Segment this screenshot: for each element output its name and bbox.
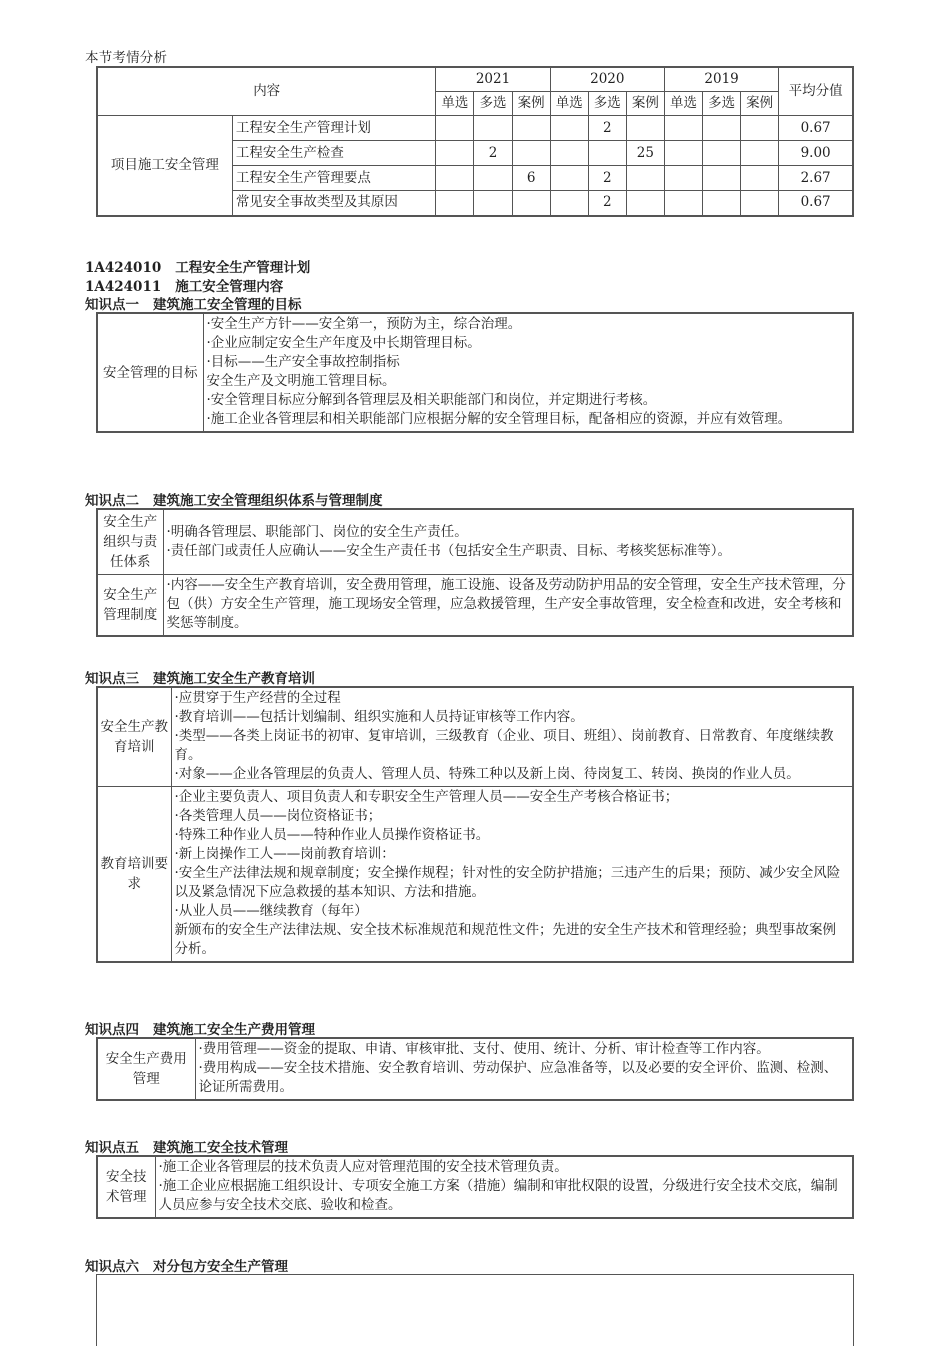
- section-heading-2: [85, 275, 283, 295]
- content-line: ·安全生产法律法规和规章制度；安全操作规程；针对性的安全防护措施；三违产生的后果；预防、减少安全风险以及紧急情况下应急救援的基本知识、方法和措施。: [174, 865, 841, 900]
- subheader-multi: 多选: [474, 92, 512, 116]
- year-header: 2021: [436, 67, 550, 92]
- section-heading-1: [85, 256, 310, 276]
- year-header: 2020: [550, 67, 664, 92]
- kp1-table: [96, 312, 854, 433]
- content-line: ·内容——安全生产教育培训，安全费用管理，施工设施、设备及劳动防护用品的安全管理，安全生产技术管理，分包（供）方安全生产管理，施工现场安全管理，应急救援管理，生产安全事故管理，安全检查和改进，安全考核和奖惩等制度。: [166, 577, 846, 631]
- kp-row-label: 安全生产管理制度: [97, 575, 163, 637]
- value-cell: [741, 141, 779, 166]
- kp-row-content: [163, 509, 853, 575]
- kp-title: 建筑施工安全技术管理: [153, 1140, 288, 1156]
- kp4-heading: [85, 1018, 315, 1038]
- content-line: ·施工企业应根据施工组织设计、专项安全施工方案（措施）编制和审批权限的设置，分级进行安全技术交底，编制人员应参与安全技术交底、验收和检查。: [158, 1178, 838, 1213]
- value-cell: [474, 191, 512, 216]
- value-cell: 6: [512, 166, 550, 191]
- value-cell: [664, 141, 702, 166]
- kp6-table-frame: [96, 1274, 854, 1346]
- value-cell: 2: [474, 141, 512, 166]
- kp1-heading: [85, 293, 302, 313]
- value-cell: [512, 141, 550, 166]
- content-line: ·安全管理目标应分解到各管理层及相关职能部门和岗位，并定期进行考核。: [206, 392, 657, 408]
- section-code: 1A424011: [85, 279, 162, 295]
- content-line: ·教育培训——包括计划编制、组织实施和人员持证审核等工作内容。: [174, 709, 584, 725]
- kp3-heading: [85, 667, 315, 687]
- kp-number: 知识点五: [85, 1140, 139, 1156]
- value-cell: [626, 191, 664, 216]
- content-line: 安全生产及文明施工管理目标。: [206, 373, 396, 389]
- kp3-table: [96, 686, 854, 963]
- kp2-table: [96, 508, 854, 637]
- kp-title: 建筑施工安全管理组织体系与管理制度: [153, 493, 383, 509]
- topic-cell: 工程安全生产检查: [232, 141, 436, 166]
- section-code: 1A424010: [85, 260, 162, 276]
- table-row: [97, 116, 853, 141]
- kp5-table: [96, 1155, 854, 1219]
- value-cell: [474, 166, 512, 191]
- kp-row-content: [171, 787, 853, 963]
- section-title: 施工安全管理内容: [175, 279, 284, 295]
- kp-row-content: [155, 1156, 853, 1218]
- section-title: 工程安全生产管理计划: [175, 260, 311, 276]
- value-cell: 2: [588, 191, 626, 216]
- content-line: ·对象——企业各管理层的负责人、管理人员、特殊工种以及新上岗、待岗复工、转岗、换岗的作业人员。: [174, 766, 800, 782]
- kp-title: 建筑施工安全管理的目标: [153, 297, 302, 313]
- kp-row-label: 安全管理的目标: [97, 313, 203, 432]
- value-cell: [512, 116, 550, 141]
- topic-cell: 工程安全生产管理要点: [232, 166, 436, 191]
- value-cell: [664, 191, 702, 216]
- kp-row: [97, 687, 853, 787]
- value-cell: [703, 191, 741, 216]
- kp-row: [97, 787, 853, 963]
- value-cell: [626, 166, 664, 191]
- subheader-single: 单选: [550, 92, 588, 116]
- value-cell: [664, 116, 702, 141]
- kp2-heading: [85, 489, 383, 509]
- content-line: ·特殊工种作业人员——特种作业人员操作资格证书。: [174, 827, 490, 843]
- value-cell: 25: [626, 141, 664, 166]
- kp-title: 建筑施工安全生产教育培训: [153, 671, 315, 687]
- content-line: ·企业应制定安全生产年度及中长期管理目标。: [206, 335, 481, 351]
- value-cell: [664, 166, 702, 191]
- value-cell: [550, 141, 588, 166]
- kp-title: 建筑施工安全生产费用管理: [153, 1022, 315, 1038]
- kp-number: 知识点四: [85, 1022, 139, 1038]
- avg-cell: 0.67: [779, 191, 853, 216]
- kp-row-label: 安全生产组织与责任体系: [97, 509, 163, 575]
- kp-title: 对分包方安全生产管理: [153, 1259, 288, 1275]
- content-line: ·费用构成——安全技术措施、安全教育培训、劳动保护、应急准备等，以及必要的安全评价、监测、检测、论证所需费用。: [198, 1060, 838, 1095]
- header-content: 内容: [97, 67, 436, 116]
- value-cell: [436, 116, 474, 141]
- header-avg: 平均分值: [779, 67, 853, 116]
- content-line: ·施工企业各管理层和相关职能部门应根据分解的安全管理目标，配备相应的资源，并应有效管理。: [206, 411, 792, 427]
- subheader-single: 单选: [664, 92, 702, 116]
- subheader-case: 案例: [626, 92, 664, 116]
- content-line: ·从业人员——继续教育（每年）: [174, 903, 368, 919]
- content-line: ·类型——各类上岗证书的初审、复审培训，三级教育（企业、项目、班组）、岗前教育、日常教育、年度继续教育。: [174, 728, 834, 763]
- kp-row: [97, 509, 853, 575]
- content-line: ·责任部门或责任人应确认——安全生产责任书（包括安全生产职责、目标、考核奖惩标准等）。: [166, 542, 732, 559]
- exam-stats-table: [96, 66, 854, 217]
- value-cell: [703, 141, 741, 166]
- kp-number: 知识点三: [85, 671, 139, 687]
- kp-row-label: 安全技术管理: [97, 1156, 155, 1218]
- topic-cell: 工程安全生产管理计划: [232, 116, 436, 141]
- kp-row-label: 安全生产教育培训: [97, 687, 171, 787]
- content-line: ·新上岗操作工人——岗前教育培训：: [174, 846, 395, 862]
- value-cell: [550, 191, 588, 216]
- avg-cell: 9.00: [779, 141, 853, 166]
- kp-row-content: [195, 1038, 853, 1100]
- value-cell: [474, 116, 512, 141]
- content-line: ·安全生产方针——安全第一，预防为主，综合治理。: [206, 316, 522, 332]
- kp-number: 知识点一: [85, 297, 139, 313]
- subheader-case: 案例: [741, 92, 779, 116]
- subheader-single: 单选: [436, 92, 474, 116]
- subheader-multi: 多选: [703, 92, 741, 116]
- content-line: ·企业主要负责人、项目负责人和专职安全生产管理人员——安全生产考核合格证书；: [174, 789, 679, 805]
- content-line: ·各类管理人员——岗位资格证书；: [174, 808, 382, 824]
- value-cell: [703, 166, 741, 191]
- value-cell: [703, 116, 741, 141]
- value-cell: [436, 166, 474, 191]
- avg-cell: 2.67: [779, 166, 853, 191]
- analysis-caption: 本节考情分析: [85, 50, 168, 66]
- year-header: 2019: [664, 67, 778, 92]
- value-cell: [588, 141, 626, 166]
- kp-row-label: 安全生产费用管理: [97, 1038, 195, 1100]
- value-cell: [512, 191, 550, 216]
- value-cell: 2: [588, 116, 626, 141]
- value-cell: [550, 166, 588, 191]
- kp-row-label: 教育培训要求: [97, 787, 171, 963]
- kp-row: [97, 575, 853, 637]
- content-line: ·施工企业各管理层的技术负责人应对管理范围的安全技术管理负责。: [158, 1159, 568, 1175]
- value-cell: [436, 191, 474, 216]
- topic-cell: 常见安全事故类型及其原因: [232, 191, 436, 216]
- avg-cell: 0.67: [779, 116, 853, 141]
- value-cell: 2: [588, 166, 626, 191]
- value-cell: [436, 141, 474, 166]
- kp-row-content: [203, 313, 853, 432]
- value-cell: [741, 191, 779, 216]
- kp-number: 知识点二: [85, 493, 139, 509]
- content-line: ·费用管理——资金的提取、申请、审核审批、支付、使用、统计、分析、审计检查等工作内容。: [198, 1041, 770, 1057]
- content-line: ·应贯穿于生产经营的全过程: [174, 690, 341, 706]
- subheader-multi: 多选: [588, 92, 626, 116]
- value-cell: [550, 116, 588, 141]
- kp6-heading: [85, 1255, 288, 1275]
- group-label: 项目施工安全管理: [97, 116, 232, 216]
- content-line: ·明确各管理层、职能部门、岗位的安全生产责任。: [166, 523, 468, 540]
- kp4-table: [96, 1037, 854, 1101]
- value-cell: [741, 166, 779, 191]
- value-cell: [626, 116, 664, 141]
- content-line: ·目标——生产安全事故控制指标: [206, 354, 400, 370]
- subheader-case: 案例: [512, 92, 550, 116]
- kp-row-content: [163, 575, 853, 637]
- value-cell: [741, 116, 779, 141]
- kp-number: 知识点六: [85, 1259, 139, 1275]
- content-line: 新颁布的安全生产法律法规、安全技术标准规范和规范性文件；先进的安全生产技术和管理经验；典型事故案例分析。: [174, 922, 836, 957]
- kp5-heading: [85, 1136, 288, 1156]
- kp-row-content: [171, 687, 853, 787]
